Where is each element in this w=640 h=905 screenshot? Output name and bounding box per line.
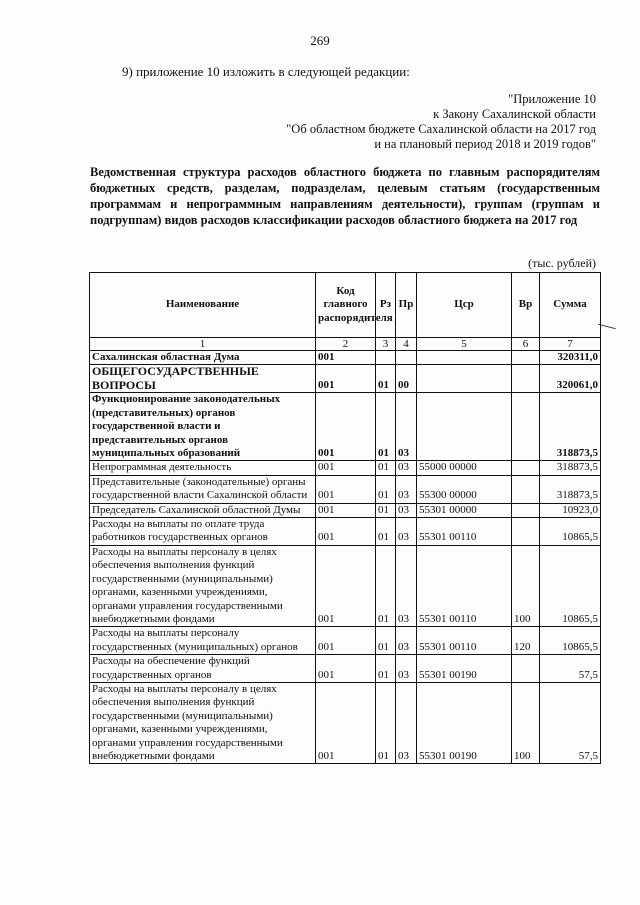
cell-pr: 00 xyxy=(396,365,417,393)
cell-csr: 55000 00000 xyxy=(417,461,512,475)
cell-vr xyxy=(512,655,540,683)
cell-csr: 55301 00190 xyxy=(417,682,512,763)
cell-vr xyxy=(512,393,540,461)
cell-vr xyxy=(512,518,540,546)
table-row xyxy=(90,682,601,763)
header-rz: Рз xyxy=(376,273,396,338)
cell-kod: 001 xyxy=(316,365,376,393)
cell-vr xyxy=(512,475,540,503)
cell-sum: 57,5 xyxy=(540,682,601,763)
cell-name: Расходы на выплаты персоналу в целях обеспечения выполнения функций государственными (муниципальными) органами, казенными учреждениями, органами управления государственными внебюджетными фондами xyxy=(90,682,316,763)
budget-table xyxy=(89,272,601,764)
cell-csr xyxy=(417,351,512,365)
table-row xyxy=(90,365,601,393)
table-row xyxy=(90,518,601,546)
cell-vr xyxy=(512,351,540,365)
cell-kod: 001 xyxy=(316,475,376,503)
cell-sum: 318873,5 xyxy=(540,393,601,461)
cell-rz: 01 xyxy=(376,503,396,517)
cell-csr: 55301 00000 xyxy=(417,503,512,517)
cell-pr: 03 xyxy=(396,475,417,503)
column-number: 2 xyxy=(316,338,376,351)
cell-kod: 001 xyxy=(316,518,376,546)
cell-rz xyxy=(376,351,396,365)
annex-line-2: к Закону Сахалинской области xyxy=(433,107,596,121)
column-number: 4 xyxy=(396,338,417,351)
cell-rz: 01 xyxy=(376,518,396,546)
table-row xyxy=(90,393,601,461)
cell-vr: 100 xyxy=(512,545,540,626)
units-label: (тыс. рублей) xyxy=(528,256,596,270)
table-row xyxy=(90,461,601,475)
cell-name: Расходы на обеспечение функций государственных органов xyxy=(90,655,316,683)
amendment-instruction: 9) приложение 10 изложить в следующей редакции: xyxy=(122,64,410,79)
header-sum: Сумма xyxy=(540,273,601,338)
cell-vr: 120 xyxy=(512,627,540,655)
cell-csr: 55301 00110 xyxy=(417,627,512,655)
cell-sum: 320061,0 xyxy=(540,365,601,393)
column-number: 5 xyxy=(417,338,512,351)
header-csr: Цср xyxy=(417,273,512,338)
cell-sum: 57,5 xyxy=(540,655,601,683)
cell-csr: 55301 00110 xyxy=(417,518,512,546)
cell-rz: 01 xyxy=(376,545,396,626)
cell-pr: 03 xyxy=(396,461,417,475)
header-pr: Пр xyxy=(396,273,417,338)
cell-name: Сахалинская областная Дума xyxy=(90,351,316,365)
cell-rz: 01 xyxy=(376,393,396,461)
cell-kod: 001 xyxy=(316,545,376,626)
cell-kod: 001 xyxy=(316,627,376,655)
cell-name: Представительные (законодательные) органы государственной власти Сахалинской области xyxy=(90,475,316,503)
cell-sum: 10865,5 xyxy=(540,518,601,546)
cell-sum: 10865,5 xyxy=(540,627,601,655)
header-vr: Вр xyxy=(512,273,540,338)
column-number: 7 xyxy=(540,338,601,351)
cell-rz: 01 xyxy=(376,365,396,393)
annex-line-1: "Приложение 10 xyxy=(508,92,596,106)
cell-sum: 10865,5 xyxy=(540,545,601,626)
cell-name: Расходы на выплаты персоналу в целях обеспечения выполнения функций государственными (муниципальными) органами, казенными учреждениями, органами управления государственными внебюджетными фондами xyxy=(90,545,316,626)
cell-csr: 55301 00110 xyxy=(417,545,512,626)
header-name: Наименование xyxy=(90,273,316,338)
column-number: 3 xyxy=(376,338,396,351)
cell-kod: 001 xyxy=(316,461,376,475)
header-kod: Код главного распорядителя xyxy=(316,273,376,338)
cell-sum: 10923,0 xyxy=(540,503,601,517)
cell-vr xyxy=(512,503,540,517)
cell-pr: 03 xyxy=(396,393,417,461)
cell-pr: 03 xyxy=(396,682,417,763)
cell-csr: 55301 00190 xyxy=(417,655,512,683)
table-row xyxy=(90,627,601,655)
cell-rz: 01 xyxy=(376,682,396,763)
cell-vr xyxy=(512,461,540,475)
cell-kod: 001 xyxy=(316,503,376,517)
cell-csr xyxy=(417,393,512,461)
table-row xyxy=(90,655,601,683)
page-number: 269 xyxy=(310,33,330,48)
cell-name: Непрограммная деятельность xyxy=(90,461,316,475)
table-row xyxy=(90,545,601,626)
annex-line-4: и на плановый период 2018 и 2019 годов" xyxy=(374,137,596,151)
cell-rz: 01 xyxy=(376,627,396,655)
annex-header xyxy=(286,92,596,152)
cell-pr: 03 xyxy=(396,518,417,546)
table-row xyxy=(90,475,601,503)
cell-name: ОБЩЕГОСУДАРСТВЕННЫЕ ВОПРОСЫ xyxy=(90,365,316,393)
cell-sum: 320311,0 xyxy=(540,351,601,365)
cell-name: Функционирование законодательных (представительных) органов государственной власти и представительных органов муниципальных образований xyxy=(90,393,316,461)
cell-csr xyxy=(417,365,512,393)
cell-rz: 01 xyxy=(376,461,396,475)
cell-pr: 03 xyxy=(396,503,417,517)
cell-vr xyxy=(512,365,540,393)
table-row xyxy=(90,503,601,517)
table-row xyxy=(90,351,601,365)
column-number: 1 xyxy=(90,338,316,351)
document-title: Ведомственная структура расходов областного бюджета по главным распорядителям бюджетных средств, разделам, подразделам, целевым статьям (государственным программам и непрограммным направлениям деятельности), группам (группам и подгруппам) видов расходов классификации расходов областного бюджета на 2017 год xyxy=(90,165,600,227)
cell-sum: 318873,5 xyxy=(540,461,601,475)
cell-name: Председатель Сахалинской областной Думы xyxy=(90,503,316,517)
cell-vr: 100 xyxy=(512,682,540,763)
cell-pr: 03 xyxy=(396,545,417,626)
cell-kod: 001 xyxy=(316,351,376,365)
cell-name: Расходы на выплаты по оплате труда работников государственных органов xyxy=(90,518,316,546)
cell-pr: 03 xyxy=(396,627,417,655)
cell-pr: 03 xyxy=(396,655,417,683)
column-number: 6 xyxy=(512,338,540,351)
cell-kod: 001 xyxy=(316,393,376,461)
cell-name: Расходы на выплаты персоналу государственных (муниципальных) органов xyxy=(90,627,316,655)
cell-sum: 318873,5 xyxy=(540,475,601,503)
cell-rz: 01 xyxy=(376,655,396,683)
cell-csr: 55300 00000 xyxy=(417,475,512,503)
annex-line-3: "Об областном бюджете Сахалинской области на 2017 год xyxy=(286,122,596,136)
cell-kod: 001 xyxy=(316,655,376,683)
cell-kod: 001 xyxy=(316,682,376,763)
column-number-row xyxy=(90,338,601,351)
table-header-row xyxy=(90,273,601,338)
cell-rz: 01 xyxy=(376,475,396,503)
cell-pr xyxy=(396,351,417,365)
